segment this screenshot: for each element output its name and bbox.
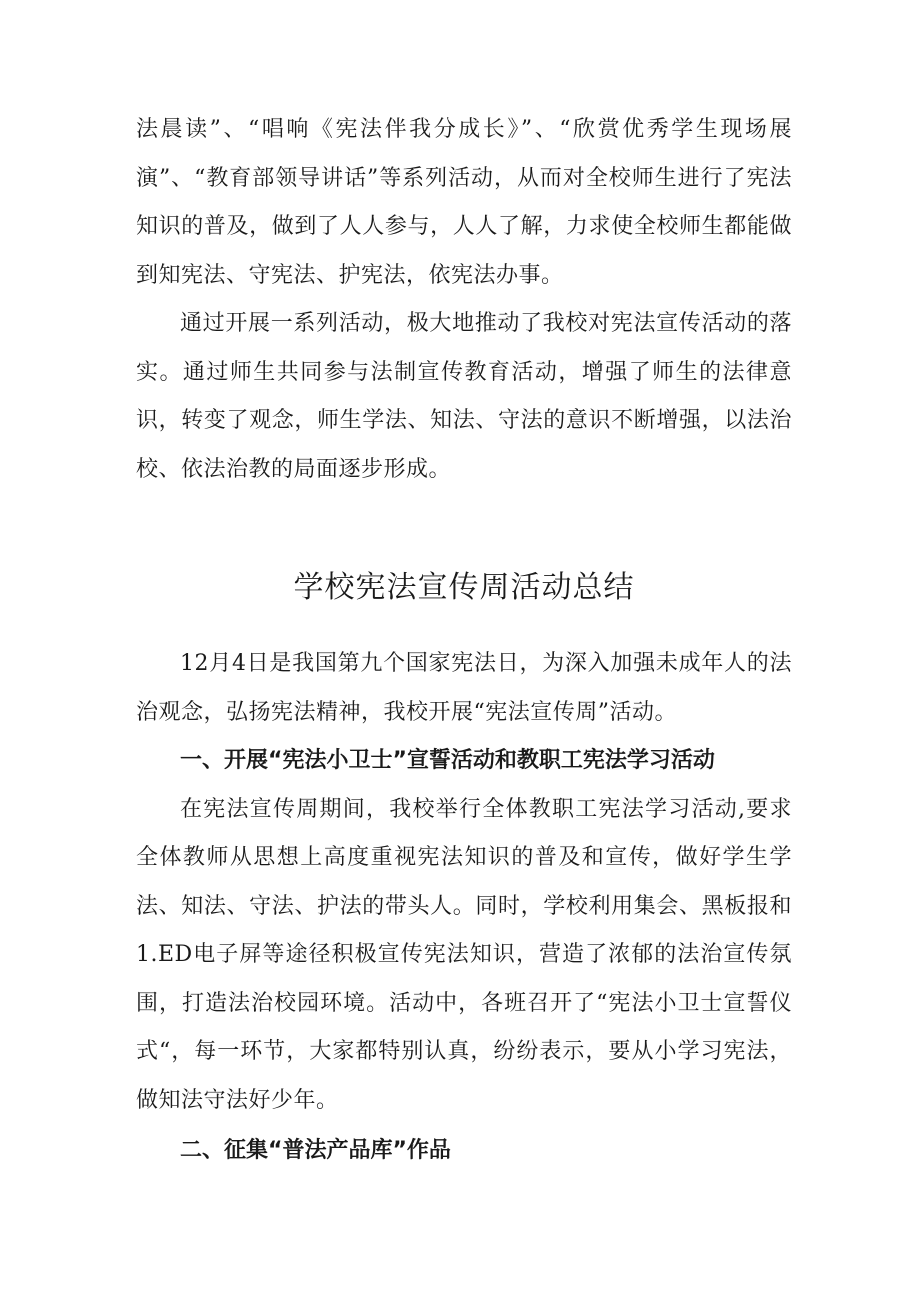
section-1-body: 在宪法宣传周期间，我校举行全体教职工宪法学习活动,要求全体教师从思想上高度重视宪法知识的普及和宣传，做好学生学法、知法、守法、护法的带头人。同时，学校利用集会、黑板报和1.ED电子屏等途径积极宣传宪法知识，营造了浓郁的法治宣传氛围，打造法治校园环境。活动中，各班召开了“宪法小卫士宣誓仪式“，每一环节，大家都特别认真，纷纷表示，要从小学习宪法，做知法守法好少年。 <box>136 796 792 1113</box>
intro-paragraph: 12月4日是我国第九个国家宪法日，为深入加强未成年人的法治观念，弘扬宪法精神，我校开展“宪法宣传周”活动。 <box>136 651 792 725</box>
document-page <box>136 106 792 1176</box>
section-2-heading: 二、征集“普法产品库”作品 <box>180 1138 451 1163</box>
article-title: 学校宪法宣传周活动总结 <box>293 570 635 605</box>
section-1-heading: 一、开展“宪法小卫士”宣誓活动和教职工宪法学习活动 <box>180 748 715 773</box>
continuation-paragraph-2: 通过开展一系列活动，极大地推动了我校对宪法宣传活动的落实。通过师生共同参与法制宣传教育活动，增强了师生的法律意识，转变了观念，师生学法、知法、守法的意识不断增强，以法治校、依法治教的局面逐步形成。 <box>136 311 792 482</box>
title-spacer <box>136 612 792 640</box>
continuation-paragraph-1: 法晨读”、“唱响《宪法伴我分成长》”、“欣赏优秀学生现场展演”、“教育部领导讲话”等系列活动，从而对全校师生进行了宪法知识的普及，做到了人人参与，人人了解，力求使全校师生都能做到知宪法、守宪法、护宪法，依宪法办事。 <box>136 117 792 288</box>
